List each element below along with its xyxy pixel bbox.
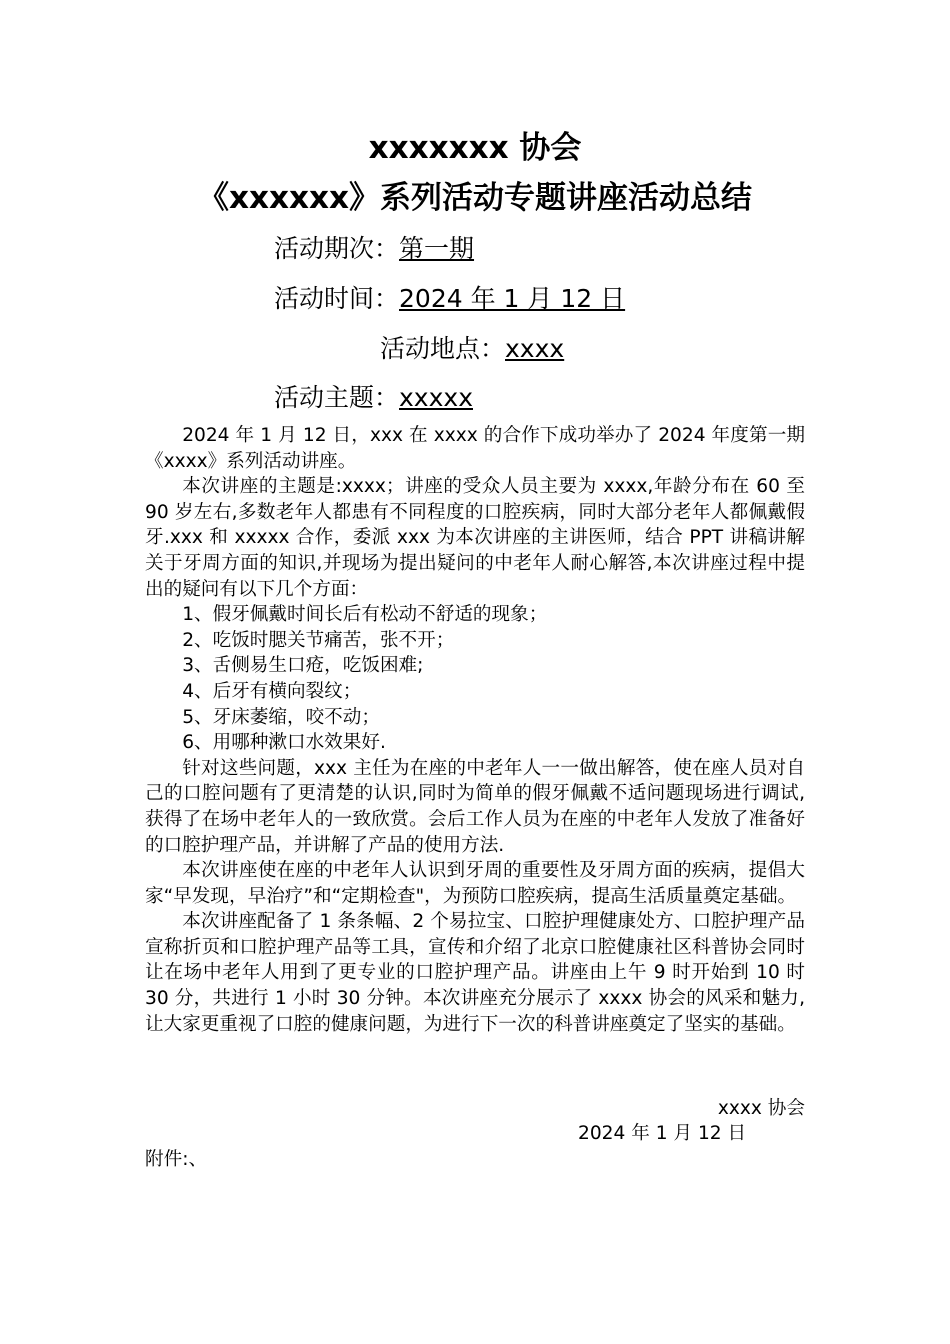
meta-time	[274, 282, 625, 316]
meta-topic	[274, 381, 473, 415]
meta-place-label: 活动地点：	[380, 334, 506, 363]
document-title-org: xxxxxxx 协会	[368, 130, 582, 166]
meta-time-value: 2024 年 1 月 12 日	[399, 284, 626, 313]
question-item: 2、吃饭时腮关节痛苦，张不开；	[182, 629, 455, 651]
document-title: 《xxxxxx》系列活动专题讲座活动总结	[198, 180, 752, 216]
signature-date: 2024 年 1 月 12 日	[578, 1123, 747, 1144]
meta-topic-value: xxxxx	[399, 383, 473, 412]
body-paragraph: 本次讲座配备了 1 条条幅、2 个易拉宝、口腔护理健康处方、口腔护理产品宣称折页和口腔护理产品等工具，宣传和介绍了北京口腔健康社区科普协会同时让在场中老年人用到了更专业的口腔护理产品。讲座由上午 9 时开始到 10 时 30 分，共进行 1 小时 30 分钟。本次讲座充分展示了 xxxx 协会的风采和魅力,让大家更重视了口腔的健康问题，为进行下一次的科普讲座奠定了坚实的基础。	[145, 911, 805, 1035]
body-paragraph: 针对这些问题，xxx 主任为在座的中老年人一一做出解答，使在座人员对自己的口腔问题有了更清楚的认识,同时为简单的假牙佩戴不适问题现场进行调试,获得了在场中老年人的一致欣赏。会后工作人员为在座的中老年人发放了准备好的口腔护理产品，并讲解了产品的使用方法.	[145, 757, 805, 856]
body-paragraph: 2024 年 1 月 12 日，xxx 在 xxxx 的合作下成功举办了 2024 年度第一期《xxxx》系列活动讲座。	[145, 425, 805, 472]
meta-period-label: 活动期次：	[274, 234, 400, 263]
question-item: 1、假牙佩戴时间长后有松动不舒适的现象；	[182, 604, 548, 626]
meta-place-value: xxxx	[505, 334, 565, 363]
signature-org: xxxx 协会	[717, 1098, 805, 1119]
document-body	[145, 423, 805, 1037]
question-item: 3、舌侧易生口疮，吃饭困难;	[182, 655, 424, 677]
meta-time-label: 活动时间：	[274, 284, 400, 313]
question-item: 4、后牙有横向裂纹；	[182, 680, 362, 702]
meta-topic-label: 活动主题：	[274, 383, 400, 412]
attachment-line: 附件:、	[145, 1149, 208, 1170]
meta-place	[380, 332, 564, 366]
meta-period-value: 第一期	[399, 234, 475, 263]
meta-period	[274, 232, 474, 266]
question-item: 6、用哪种漱口水效果好.	[182, 732, 386, 754]
question-item: 5、牙床萎缩，咬不动；	[182, 706, 380, 728]
body-paragraph: 本次讲座使在座的中老年人认识到牙周的重要性及牙周方面的疾病，提倡大家“早发现，早治疗”和“定期检查"，为预防口腔疾病，提高生活质量奠定基础。	[145, 860, 805, 907]
body-paragraph: 本次讲座的主题是:xxxx；讲座的受众人员主要为 xxxx,年龄分布在 60 至 90 岁左右,多数老年人都患有不同程度的口腔疾病，同时大部分老年人都佩戴假牙.xxx 和 xxxxx 合作，委派 xxx 为本次讲座的主讲医师，结合 PPT 讲稿讲解关于牙周方面的知识,并现场为提出疑问的中老年人耐心解答,本次讲座过程中提出的疑问有以下几个方面：	[145, 476, 805, 600]
